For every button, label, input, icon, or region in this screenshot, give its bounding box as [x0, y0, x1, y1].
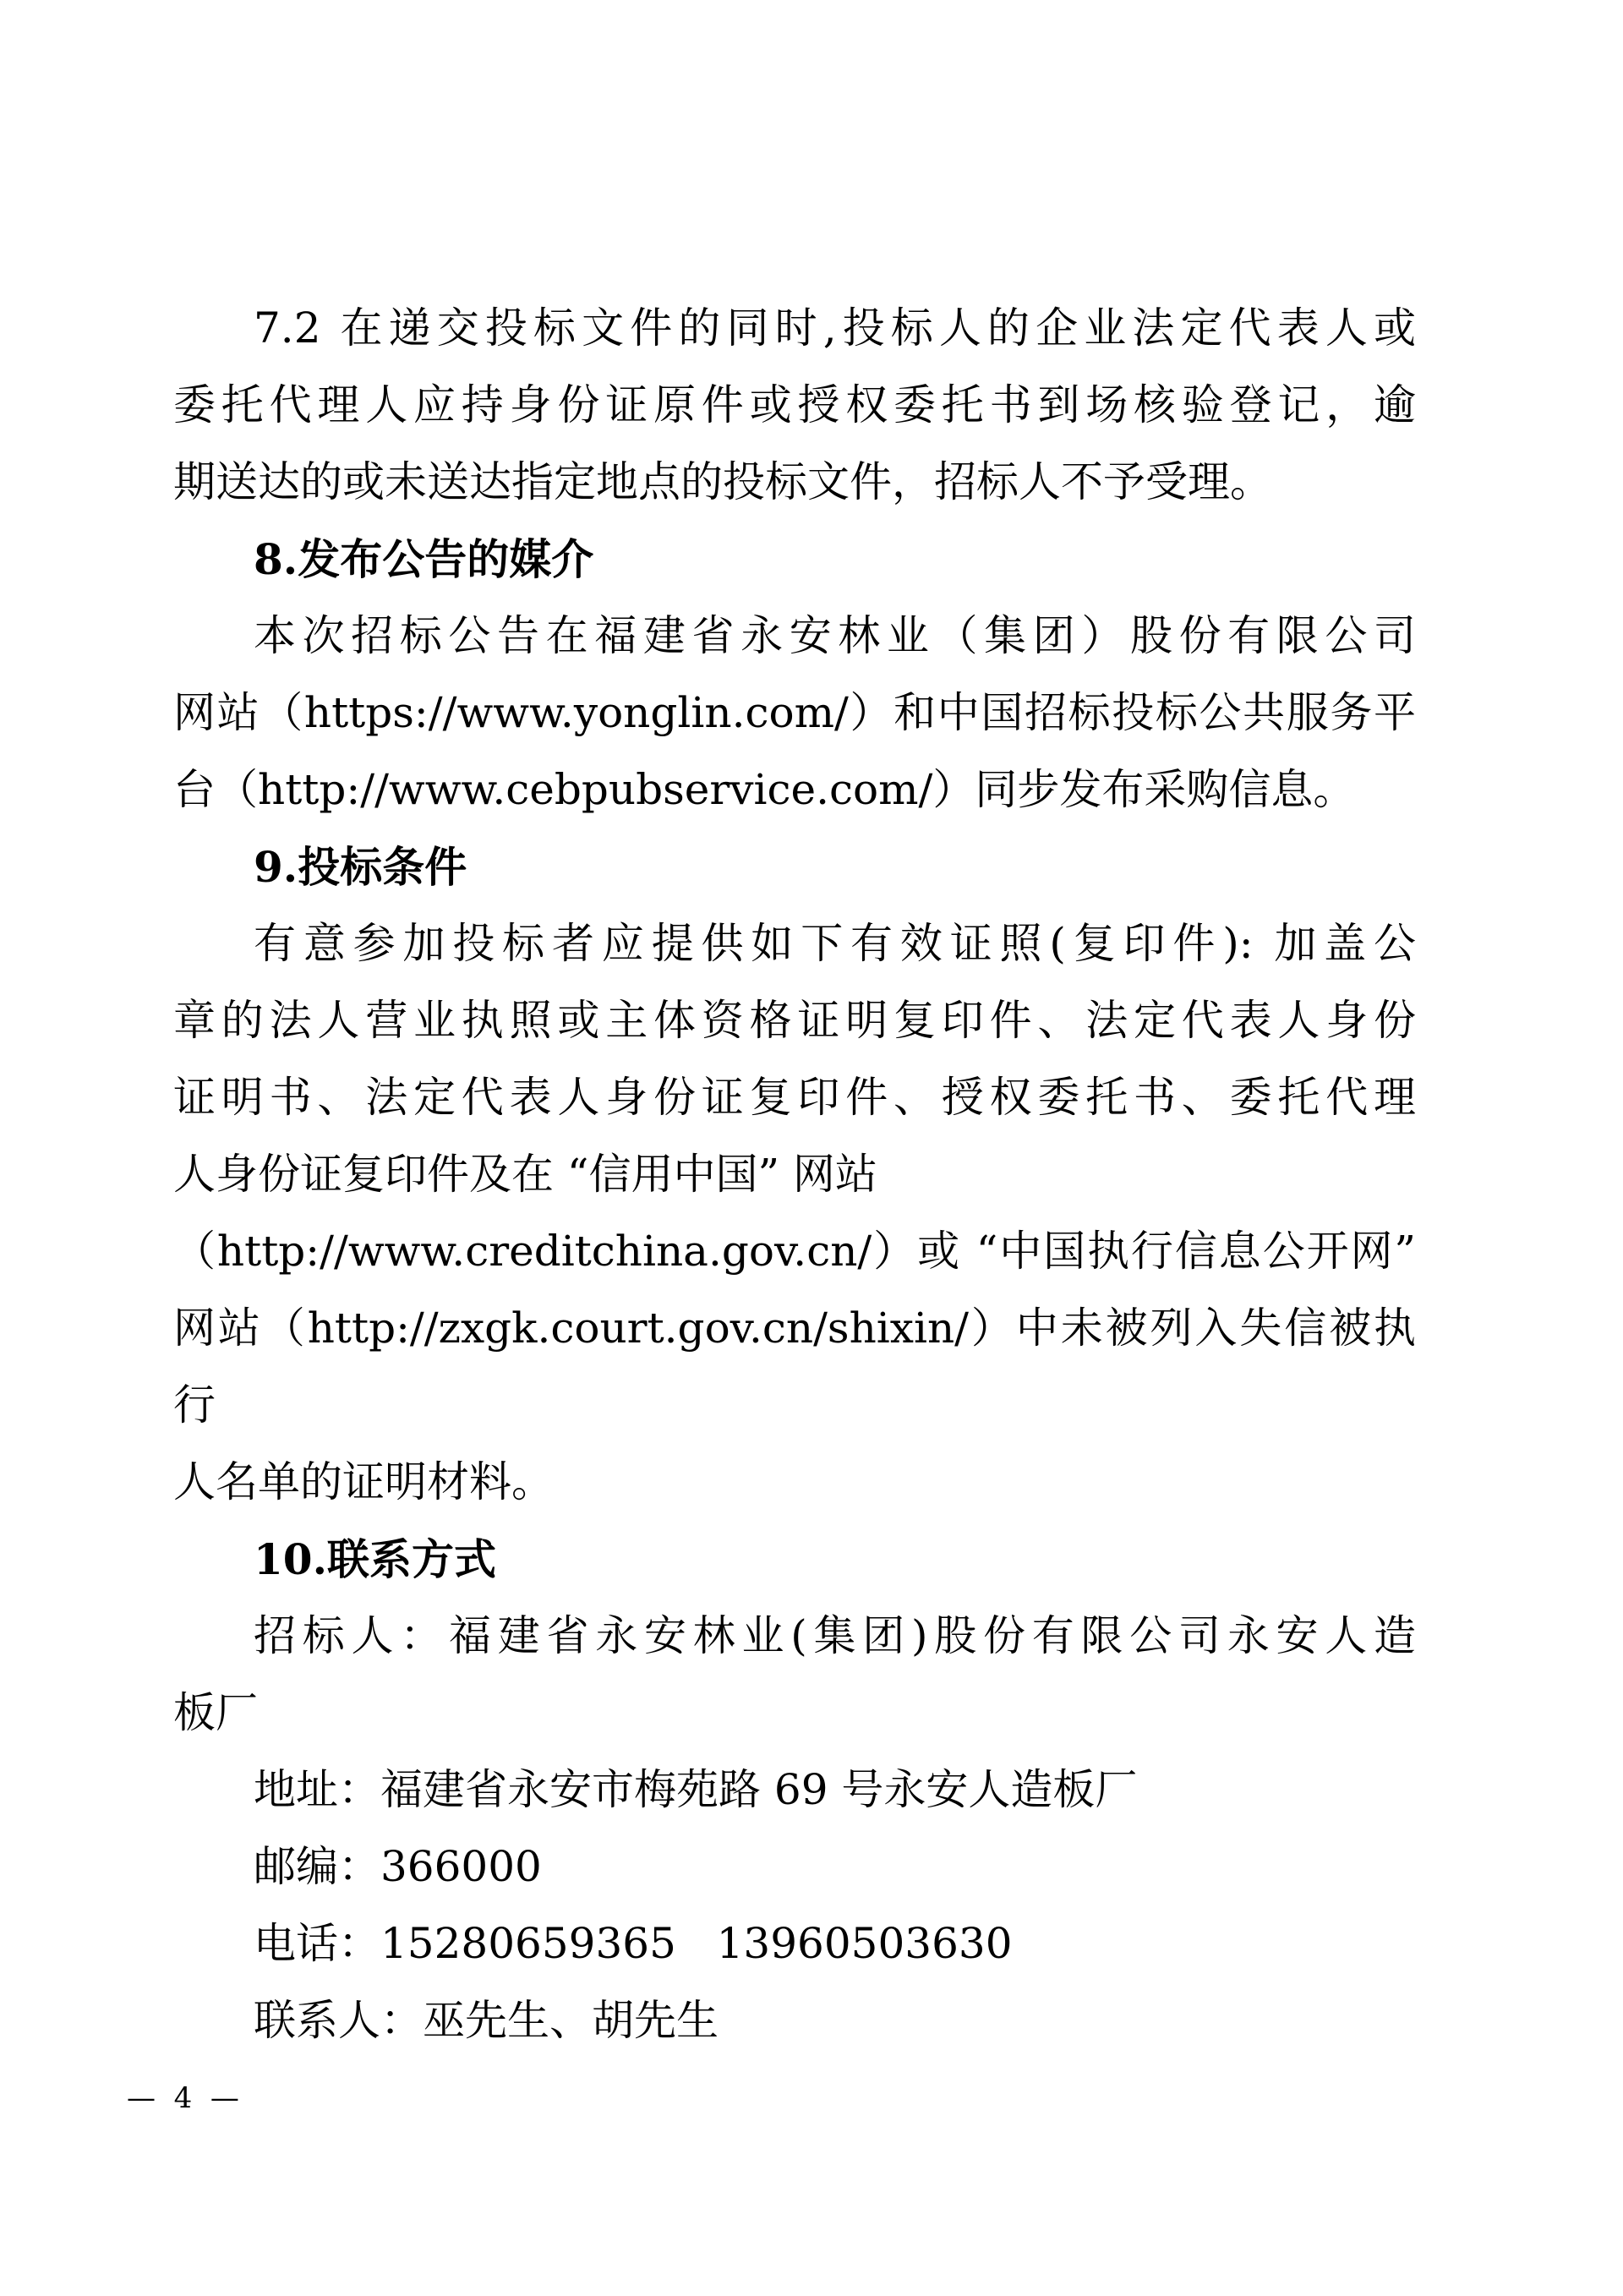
phone-line: 电话：15280659365 13960503630 — [254, 1919, 1013, 1968]
section-9-heading: 9.投标条件 — [254, 842, 467, 892]
document-body — [173, 290, 1416, 2059]
section-8-heading: 8.发布公告的媒介 — [254, 534, 594, 584]
section-9-line-3: 证明书、法定代表人身份证复印件、授权委托书、委托代理 — [173, 1073, 1416, 1122]
section-9-line-7: 人名单的证明材料。 — [173, 1457, 554, 1506]
clause-7-2-line-2: 委托代理人应持身份证原件或授权委托书到场核验登记，逾 — [173, 380, 1416, 429]
section-9-line-5: （http://www.creditchina.gov.cn/）或 “中国执行信息公开网” — [173, 1227, 1416, 1276]
section-8-line-2: 网站（https://www.yonglin.com/）和中国招标投标公共服务平 — [173, 688, 1416, 737]
postcode-line: 邮编：366000 — [254, 1842, 542, 1891]
section-9-line-6: 网站（http://zxgk.court.gov.cn/shixin/）中未被列入失信被执行 — [173, 1304, 1416, 1430]
address-line: 地址：福建省永安市梅苑路 69 号永安人造板厂 — [254, 1765, 1138, 1814]
section-8-line-1: 本次招标公告在福建省永安林业（集团）股份有限公司 — [254, 611, 1416, 660]
section-9-line-1: 有意参加投标者应提供如下有效证照(复印件): 加盖公 — [254, 919, 1416, 968]
tenderer-line-2: 板厂 — [173, 1688, 258, 1737]
clause-7-2-line-1: 7.2 在递交投标文件的同时,投标人的企业法定代表人或 — [254, 303, 1416, 353]
page-number-footer: — 4 — — [127, 2081, 239, 2115]
section-9-line-4: 人身份证复印件及在 “信用中国” 网站 — [173, 1150, 877, 1199]
section-8-line-3: 台（http://www.cebpubservice.com/）同步发布采购信息。 — [173, 765, 1356, 814]
contact-person-line: 联系人：巫先生、胡先生 — [254, 1996, 719, 2045]
tenderer-line-1: 招标人：福建省永安林业(集团)股份有限公司永安人造 — [254, 1611, 1416, 1660]
section-10-heading: 10.联系方式 — [254, 1534, 496, 1584]
section-9-line-2: 章的法人营业执照或主体资格证明复印件、法定代表人身份 — [173, 996, 1416, 1045]
clause-7-2-line-3: 期送达的或未送达指定地点的投标文件，招标人不予受理。 — [173, 457, 1272, 506]
